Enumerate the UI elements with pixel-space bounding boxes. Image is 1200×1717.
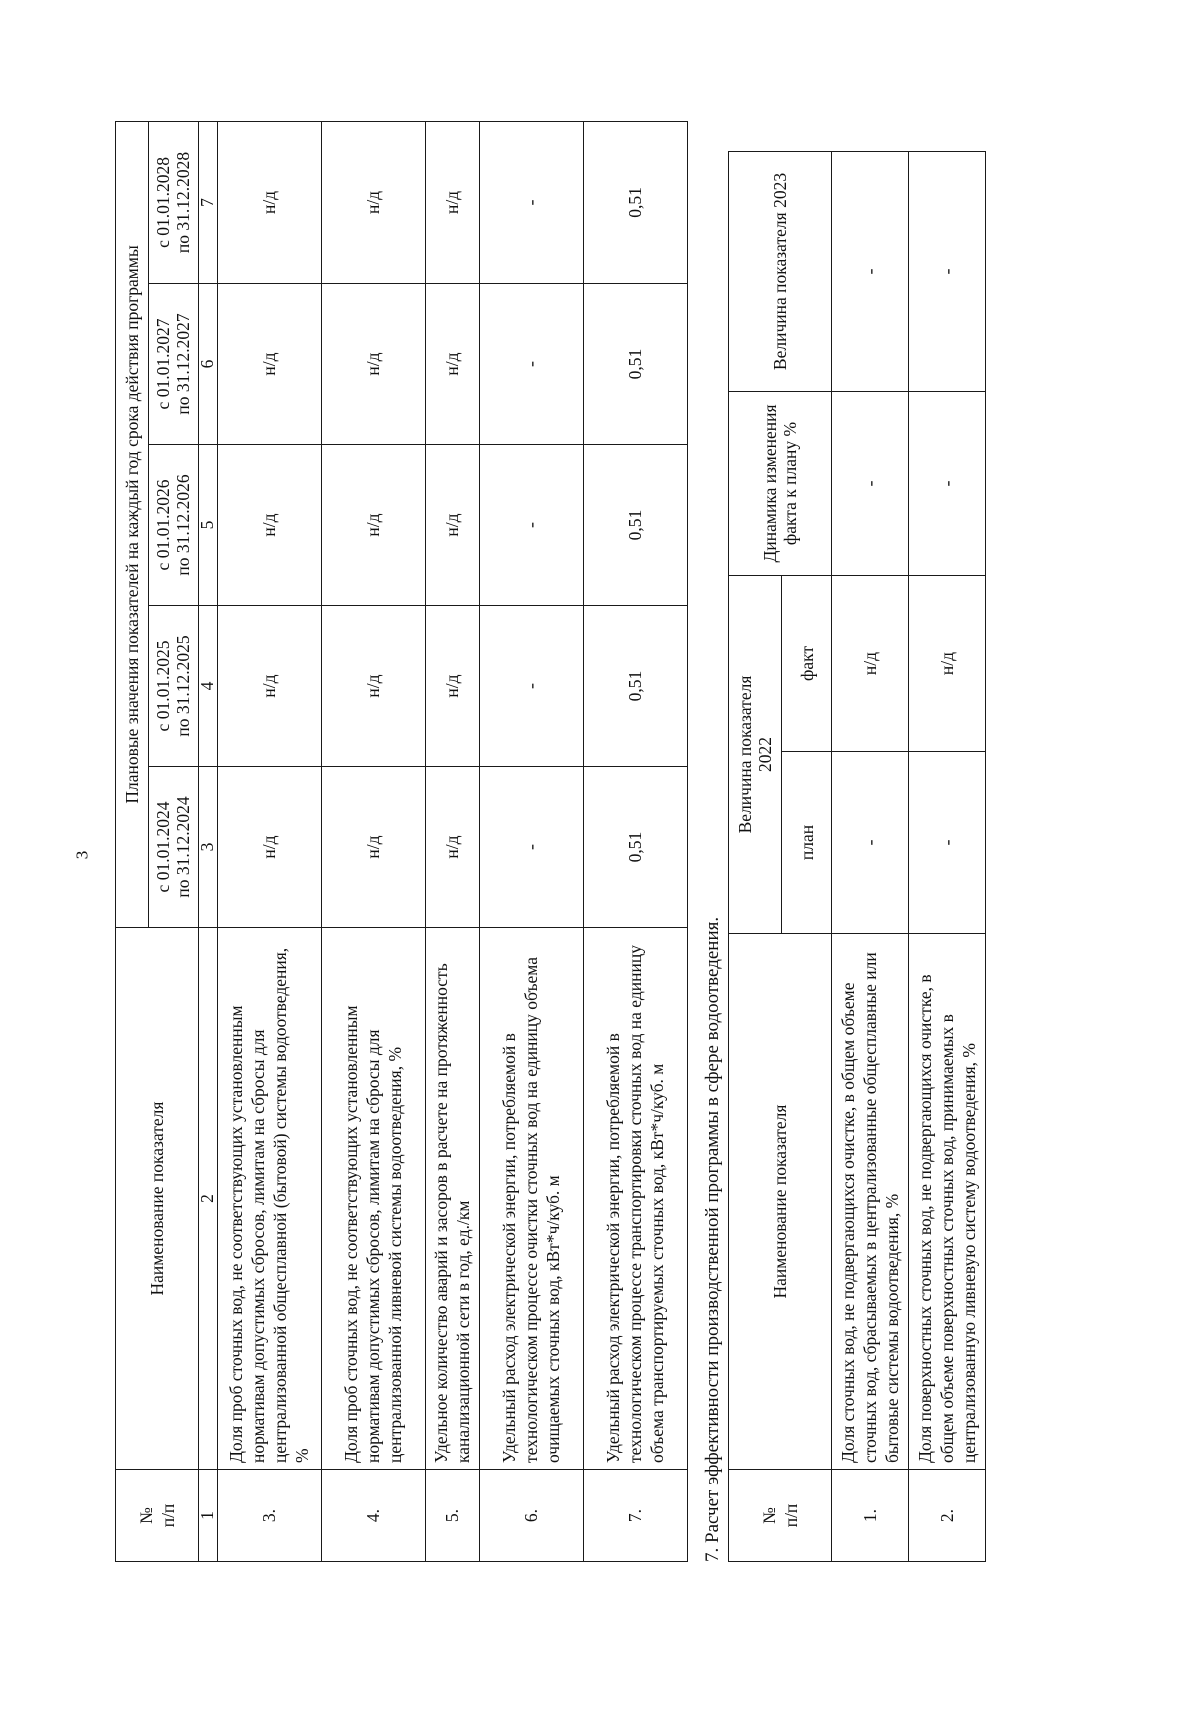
header-value-2023: Величина показателя 2023: [729, 151, 832, 391]
header-num: № п/п: [729, 1470, 832, 1562]
value-cell: 0,51: [583, 767, 687, 928]
col-number: 6: [199, 284, 218, 445]
row-number: 3.: [217, 1470, 321, 1562]
value-cell: 0,51: [583, 121, 687, 283]
value-cell: н/д: [425, 445, 479, 606]
indicator-name: Доля сточных вод, не подвергающихся очистке, в общем объеме сточных вод, сбрасываемых в централизованные общесплавные или бытовые системы водоотведения, %: [832, 934, 909, 1470]
header-name: Наименование показателя: [729, 934, 832, 1470]
row-number: 6.: [479, 1470, 583, 1562]
table-row: [583, 121, 687, 1561]
header-plan: план: [782, 752, 832, 934]
value-cell: н/д: [425, 767, 479, 928]
header-period-2024: с 01.01.2024 по 31.12.2024: [149, 767, 199, 928]
plan-cell: -: [832, 752, 909, 934]
fact-cell: н/д: [909, 575, 986, 751]
table-row: [909, 151, 986, 1561]
value-cell: н/д: [217, 606, 321, 767]
indicator-name: Удельный расход электрической энергии, потребляемой в технологическом процессе очистки сточных вод на единицу объема очищаемых сточных вод, кВт*ч/куб. м: [479, 928, 583, 1470]
header-period-2027: с 01.01.2027 по 31.12.2027: [149, 284, 199, 445]
value-cell: н/д: [425, 121, 479, 283]
header-value-2022: Величина показателя 2022: [729, 575, 782, 933]
rotated-page-content: [115, 122, 986, 1562]
table-row: [479, 121, 583, 1561]
section-title: 7. Расчет эффективности производственной программы в сфере водоотведения.: [701, 916, 723, 1562]
row-number: 4.: [321, 1470, 425, 1562]
fact-cell: н/д: [832, 575, 909, 751]
header-num: № п/п: [116, 1470, 199, 1562]
value-cell: н/д: [425, 284, 479, 445]
value-cell: 0,51: [583, 284, 687, 445]
header-period-2028: с 01.01.2028 по 31.12.2028: [149, 121, 199, 283]
table-row: [425, 121, 479, 1561]
value-cell: н/д: [321, 284, 425, 445]
dynamics-cell: -: [909, 391, 986, 575]
value-cell: -: [479, 284, 583, 445]
value-cell: н/д: [321, 445, 425, 606]
col-number: 3: [199, 767, 218, 928]
value-cell: 0,51: [583, 606, 687, 767]
col-number: 5: [199, 445, 218, 606]
header-name: Наименование показателя: [116, 928, 199, 1470]
value-cell: -: [479, 445, 583, 606]
col-number: 2: [199, 928, 218, 1470]
value-2023-cell: -: [832, 151, 909, 391]
value-cell: н/д: [217, 121, 321, 283]
value-2023-cell: -: [909, 151, 986, 391]
header-period-2025: с 01.01.2025 по 31.12.2025: [149, 606, 199, 767]
header-planned-values: Плановые значения показателей на каждый год срока действия программы: [116, 121, 149, 927]
value-cell: н/д: [321, 606, 425, 767]
value-cell: н/д: [321, 767, 425, 928]
row-number: 2.: [909, 1470, 986, 1562]
efficiency-table: [728, 151, 986, 1562]
table-row: [832, 151, 909, 1561]
col-number: 4: [199, 606, 218, 767]
value-cell: -: [479, 767, 583, 928]
table-row: [217, 121, 321, 1561]
col-number: 1: [199, 1470, 218, 1562]
value-cell: н/д: [425, 606, 479, 767]
table-row: [321, 121, 425, 1561]
indicator-name: Доля проб сточных вод, не соответствующих установленным нормативам допустимых сбросов, лимитам на сбросы для централизованной ливневой системы водоотведения, %: [321, 928, 425, 1470]
row-number: 5.: [425, 1470, 479, 1562]
header-fact: факт: [782, 575, 832, 751]
dynamics-cell: -: [832, 391, 909, 575]
row-number: 1.: [832, 1470, 909, 1562]
value-cell: -: [479, 606, 583, 767]
indicator-name: Доля проб сточных вод, не соответствующих установленным нормативам допустимых сбросов, лимитам на сбросы для централизованной общесплавной (бытовой) системы водоотведения, %: [217, 928, 321, 1470]
col-number: 7: [199, 121, 218, 283]
row-number: 7.: [583, 1470, 687, 1562]
value-cell: н/д: [321, 121, 425, 283]
value-cell: 0,51: [583, 445, 687, 606]
indicator-name: Удельный расход электрической энергии, потребляемой в технологическом процессе транспортировки сточных вод на единицу объема транспортируемых сточных вод, кВт*ч/куб. м: [583, 928, 687, 1470]
page-number: 3: [72, 850, 92, 860]
indicator-name: Удельное количество аварий и засоров в расчете на протяженность канализационной сети в год, ед./км: [425, 928, 479, 1470]
header-dynamics: Динамика изменения факта к плану %: [729, 391, 832, 575]
header-period-2026: с 01.01.2026 по 31.12.2026: [149, 445, 199, 606]
value-cell: -: [479, 121, 583, 283]
planned-indicators-table: [115, 121, 688, 1562]
indicator-name: Доля поверхностных сточных вод, не подвергающихся очистке, в общем объеме поверхностных сточных вод, принимаемых в централизованную ливневую систему водоотведения, %: [909, 934, 986, 1470]
value-cell: н/д: [217, 767, 321, 928]
plan-cell: -: [909, 752, 986, 934]
value-cell: н/д: [217, 445, 321, 606]
value-cell: н/д: [217, 284, 321, 445]
